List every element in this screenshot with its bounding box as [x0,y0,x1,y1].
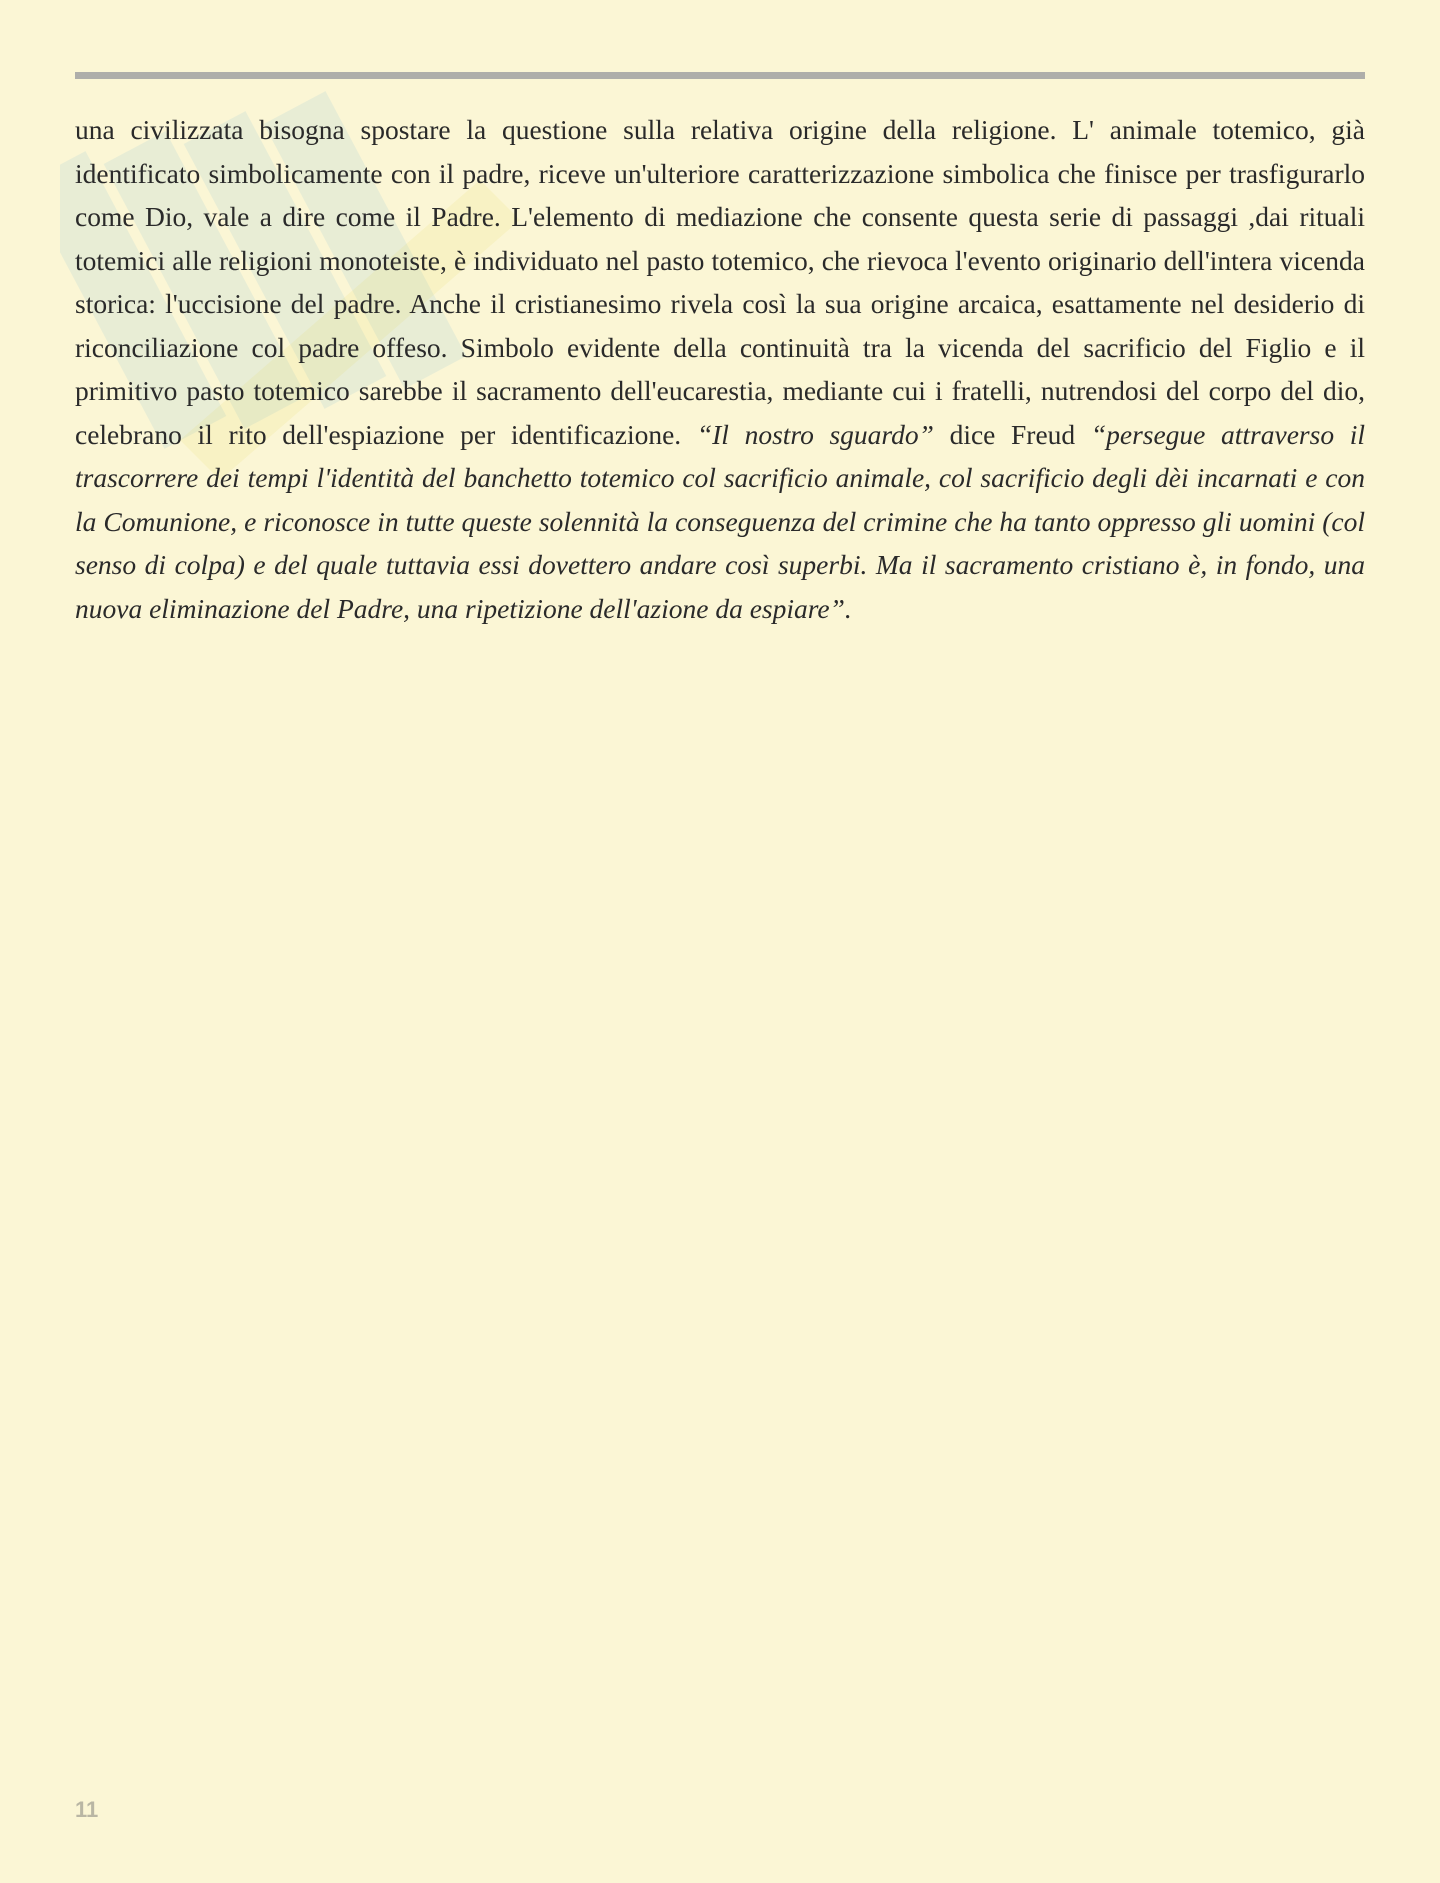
freud-quote-intro: “Il nostro sguardo” [696,418,934,450]
page-number: 11 [75,1797,99,1822]
freud-quote: “persegue attraverso il trascorrere dei tempi l'identità del banchetto totemico col sacrificio animale, col sacrificio degli dèi incarnati e con la Comunione, e riconosce in tutte queste solennità la conseguenza del crimine che ha tanto oppresso gli uomini (col senso di colpa) e del quale tuttavia essi dovettero andare così superbi. Ma il sacramento cristiano è, in fondo, una nuova eliminazione del Padre, una ripetizione dell'azione da espiare”. [75,418,1365,624]
paragraph-text: una civilizzata bisogna spostare la questione sulla relativa origine della religione. L' animale totemico, già identificato simbolicamente con il padre, riceve un'ulteriore caratterizzazione simbolica che finisce per trasfigurarlo come Dio, vale a dire come il Padre. L'elemento di mediazione che consente questa serie di passaggi ,dai rituali totemici alle religioni monoteiste, è individuato nel pasto totemico, che rievoca l'evento originario dell'intera vicenda storica: l'uccisione del padre. Anche il cristianesimo rivela così la sua origine arcaica, esattamente nel desiderio di riconciliazione col padre offeso. Simbolo evidente della continuità tra la vicenda del sacrificio del Figlio e il primitivo pasto totemico sarebbe il sacramento dell'eucarestia, mediante cui i fratelli, nutrendosi del corpo del dio, celebrano il rito dell'espiazione per identificazione. [75,114,1365,450]
body-paragraph [75,108,1365,630]
paragraph-attribution: dice Freud [933,418,1091,450]
header-rule [75,72,1365,79]
